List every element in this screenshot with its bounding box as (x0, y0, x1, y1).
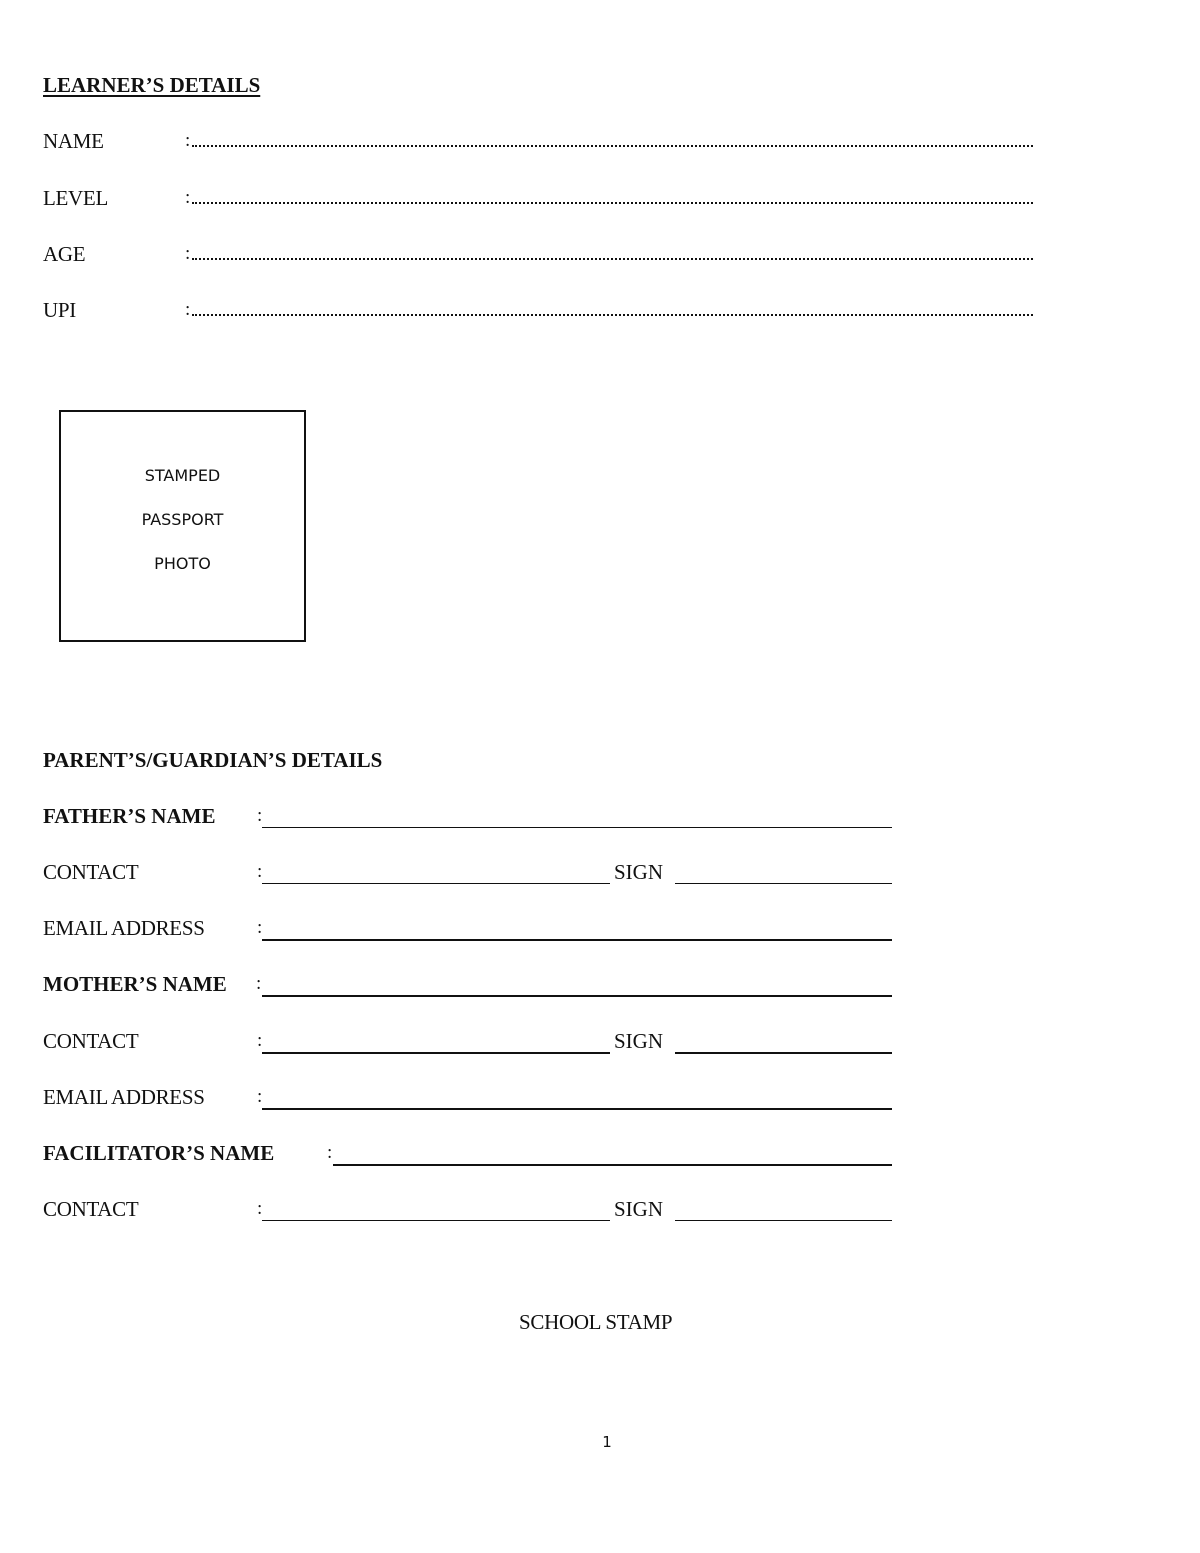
mother-name-row (43, 974, 893, 1006)
facilitator-name-field[interactable] (333, 1164, 892, 1166)
colon: : (257, 917, 263, 938)
school-stamp-label: SCHOOL STAMP (519, 1310, 673, 1334)
mother-sign-label: SIGN (614, 1029, 664, 1053)
learner-level-row (43, 188, 1033, 218)
learner-level-field[interactable] (192, 202, 1033, 204)
father-email-field[interactable] (262, 939, 892, 941)
father-sign-field[interactable] (675, 883, 892, 884)
facilitator-contact-label: CONTACT (43, 1197, 139, 1221)
father-email-label: EMAIL ADDRESS (43, 916, 205, 940)
father-name-field[interactable] (262, 827, 892, 828)
mother-email-label: EMAIL ADDRESS (43, 1085, 205, 1109)
facilitator-sign-label: SIGN (614, 1197, 664, 1221)
colon: : (257, 805, 263, 826)
mother-name-label: MOTHER’S NAME (43, 972, 227, 996)
facilitator-name-row (43, 1143, 893, 1175)
learner-age-label: AGE (43, 242, 86, 266)
father-name-label: FATHER’S NAME (43, 804, 216, 828)
learner-upi-label: UPI (43, 298, 76, 322)
page-number: 1 (602, 1433, 612, 1451)
facilitator-name-label: FACILITATOR’S NAME (43, 1141, 275, 1165)
mother-sign-field[interactable] (675, 1052, 892, 1054)
colon: : (257, 1086, 263, 1107)
learner-level-label: LEVEL (43, 186, 108, 210)
facilitator-contact-field[interactable] (262, 1220, 610, 1221)
learner-name-label: NAME (43, 129, 104, 153)
photo-box-line-3: PHOTO (154, 554, 211, 573)
learner-name-field[interactable] (192, 145, 1033, 147)
colon: : (257, 1198, 263, 1219)
learner-age-row (43, 244, 1033, 274)
facilitator-sign-field[interactable] (675, 1220, 892, 1221)
father-contact-label: CONTACT (43, 860, 139, 884)
mother-email-field[interactable] (262, 1108, 892, 1110)
learner-name-row (43, 131, 1033, 161)
mother-name-field[interactable] (262, 995, 892, 997)
mother-email-row (43, 1087, 893, 1119)
colon: : (257, 861, 263, 882)
colon: : (257, 1030, 263, 1051)
father-sign-label: SIGN (614, 860, 664, 884)
photo-box-line-1: STAMPED (144, 466, 221, 485)
learner-upi-field[interactable] (192, 314, 1033, 316)
learner-age-field[interactable] (192, 258, 1033, 260)
colon: : (256, 973, 262, 994)
colon: : (327, 1142, 333, 1163)
learner-upi-row (43, 300, 1033, 330)
father-email-row (43, 918, 893, 950)
guardian-details-heading: PARENT’S/GUARDIAN’S DETAILS (43, 748, 383, 772)
colon: : (185, 299, 191, 320)
facilitator-contact-row (43, 1199, 893, 1231)
learner-details-heading: LEARNER’S DETAILS (43, 73, 261, 97)
mother-contact-row (43, 1031, 893, 1063)
father-name-row (43, 806, 893, 838)
colon: : (185, 243, 191, 264)
colon: : (185, 187, 191, 208)
father-contact-field[interactable] (262, 883, 610, 884)
photo-box-line-2: PASSPORT (141, 510, 224, 529)
colon: : (185, 130, 191, 151)
passport-photo-box[interactable] (59, 410, 306, 642)
mother-contact-field[interactable] (262, 1052, 610, 1054)
mother-contact-label: CONTACT (43, 1029, 139, 1053)
father-contact-row (43, 862, 893, 894)
